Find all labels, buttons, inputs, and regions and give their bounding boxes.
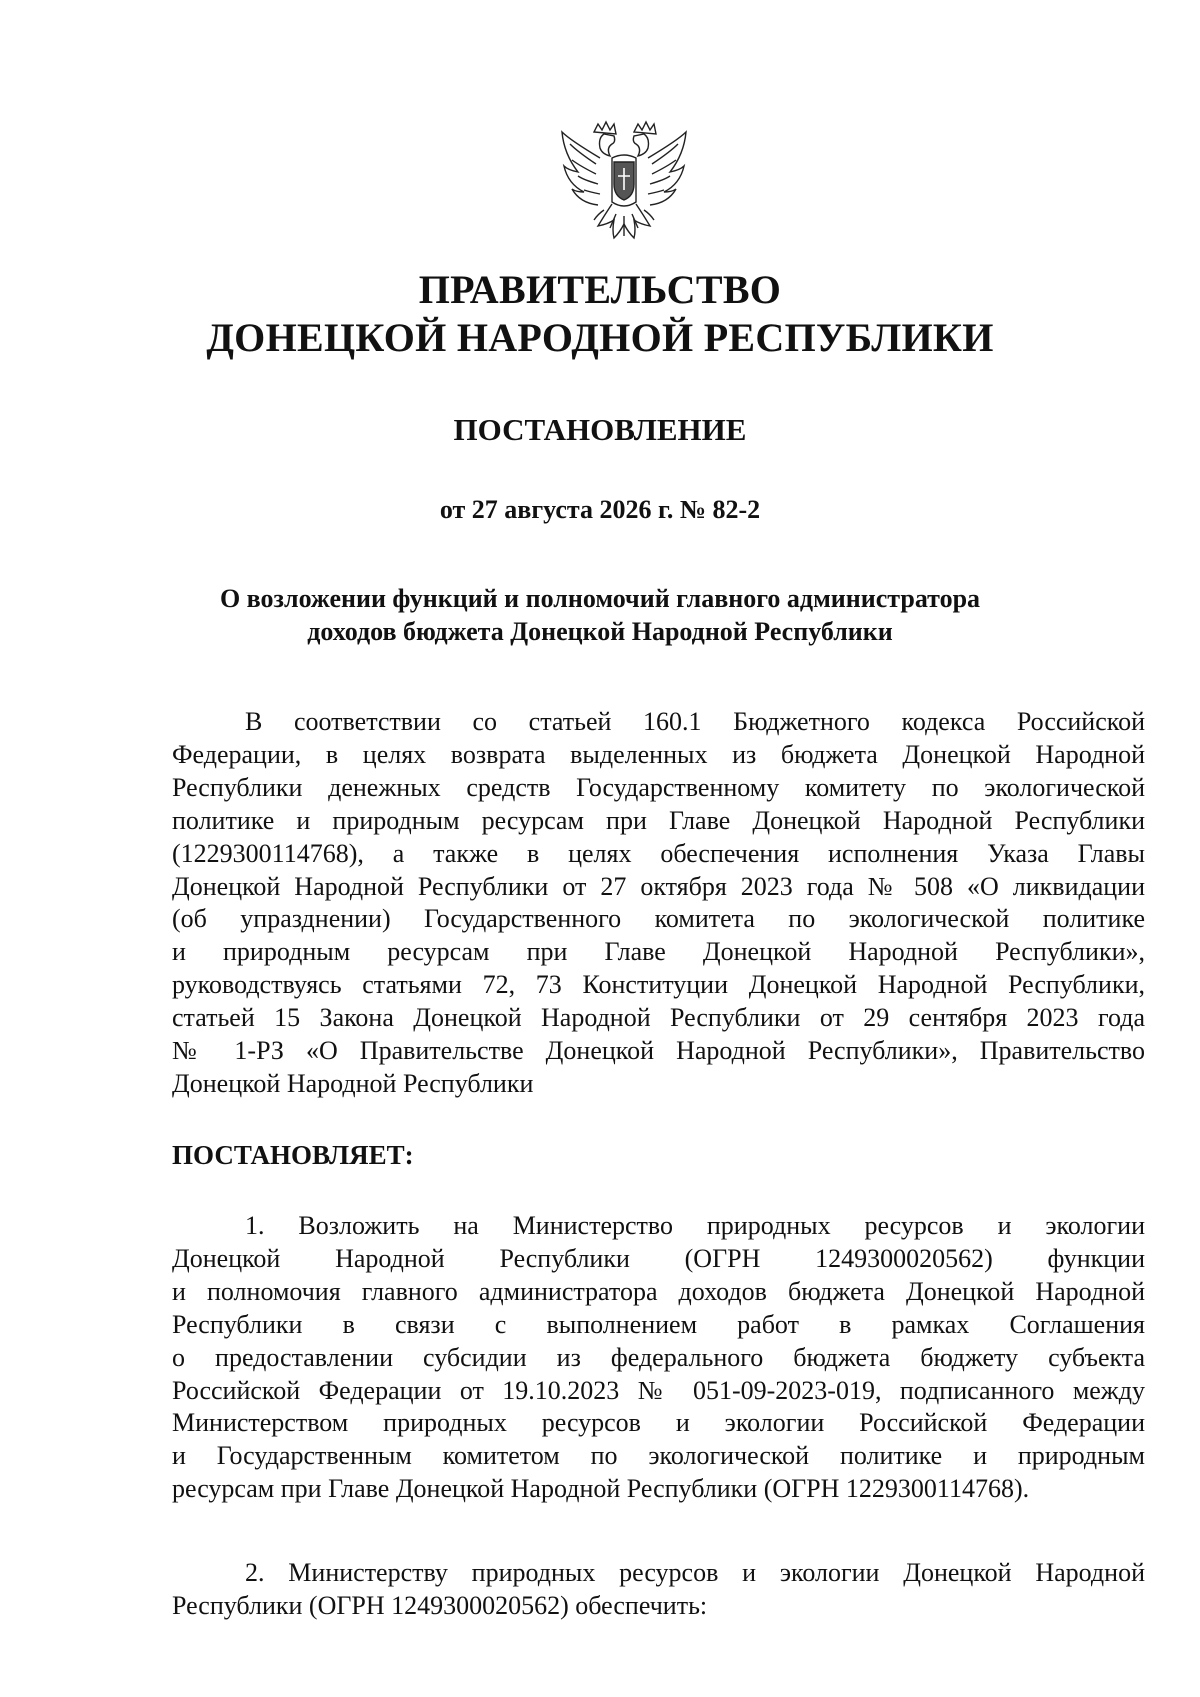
text-line: Республики (ОГРН 1249300020562) обеспечить:: [172, 1590, 708, 1620]
text-line: 2. Министерству природных ресурсов и экологии Донецкой Народной: [245, 1558, 1145, 1587]
text-line: о предоставлении субсидии из федерального бюджета бюджету субъекта: [172, 1342, 1145, 1372]
government-title: [0, 266, 1200, 362]
text-line: № 1-РЗ «О Правительстве Донецкой Народной Республики», Правительство: [172, 1036, 1145, 1066]
text-line: Российской Федерации от 19.10.2023 № 051-09-2023-019, подписанного между: [172, 1375, 1145, 1405]
item-2-paragraph: [172, 1557, 1145, 1623]
document-subject: [0, 582, 1200, 648]
text-line: В соответствии со статьей 160.1 Бюджетного кодекса Российской: [245, 707, 1145, 736]
text-line: и Государственным комитетом по экологической политике и природным: [172, 1441, 1145, 1471]
text-line: Республики денежных средств Государственному комитету по экологической: [172, 772, 1145, 802]
text-line: 1. Возложить на Министерство природных ресурсов и экологии: [245, 1211, 1145, 1240]
item-1-paragraph: [172, 1210, 1145, 1506]
text-line: и полномочия главного администратора доходов бюджета Донецкой Народной: [172, 1276, 1145, 1306]
text-line: Республики в связи с выполнением работ в рамках Соглашения: [172, 1309, 1145, 1339]
text-line: (1229300114768), а также в целях обеспечения исполнения Указа Главы: [172, 838, 1145, 868]
preamble-paragraph: [172, 706, 1145, 1101]
resolves-heading: ПОСТАНОВЛЯЕТ:: [172, 1140, 414, 1170]
text-line: ресурсам при Главе Донецкой Народной Республики (ОГРН 1229300114768).: [172, 1474, 1030, 1504]
government-title-line: ДОНЕЦКОЙ НАРОДНОЙ РЕСПУБЛИКИ: [206, 315, 994, 360]
text-line: Донецкой Народной Республики: [172, 1068, 534, 1098]
text-line: Федерации, в целях возврата выделенных из бюджета Донецкой Народной: [172, 739, 1145, 769]
text-line: Министерством природных ресурсов и экологии Российской Федерации: [172, 1408, 1145, 1438]
text-line: Донецкой Народной Республики от 27 октября 2023 года № 508 «О ликвидации: [172, 871, 1145, 901]
text-line: Донецкой Народной Республики (ОГРН 1249300020562) функции: [172, 1243, 1145, 1273]
text-line: и природным ресурсам при Главе Донецкой Народной Республики»,: [172, 937, 1145, 967]
text-line: статьей 15 Закона Донецкой Народной Республики от 29 сентября 2023 года: [172, 1003, 1145, 1033]
document-type: ПОСТАНОВЛЕНИЕ: [453, 412, 747, 447]
text-line: политике и природным ресурсам при Главе Донецкой Народной Республики: [172, 805, 1145, 835]
subject-line: О возложении функций и полномочий главного администратора: [219, 584, 981, 613]
document-date-number: от 27 августа 2026 г. № 82-2: [439, 495, 761, 524]
subject-line: доходов бюджета Донецкой Народной Республики: [307, 617, 893, 646]
government-title-line: ПРАВИТЕЛЬСТВО: [418, 267, 782, 312]
coat-of-arms-icon: [556, 118, 692, 258]
text-line: руководствуясь статьями 72, 73 Конституции Донецкой Народной Республики,: [172, 970, 1145, 1000]
text-line: (об упразднении) Государственного комитета по экологической политике: [172, 904, 1145, 934]
